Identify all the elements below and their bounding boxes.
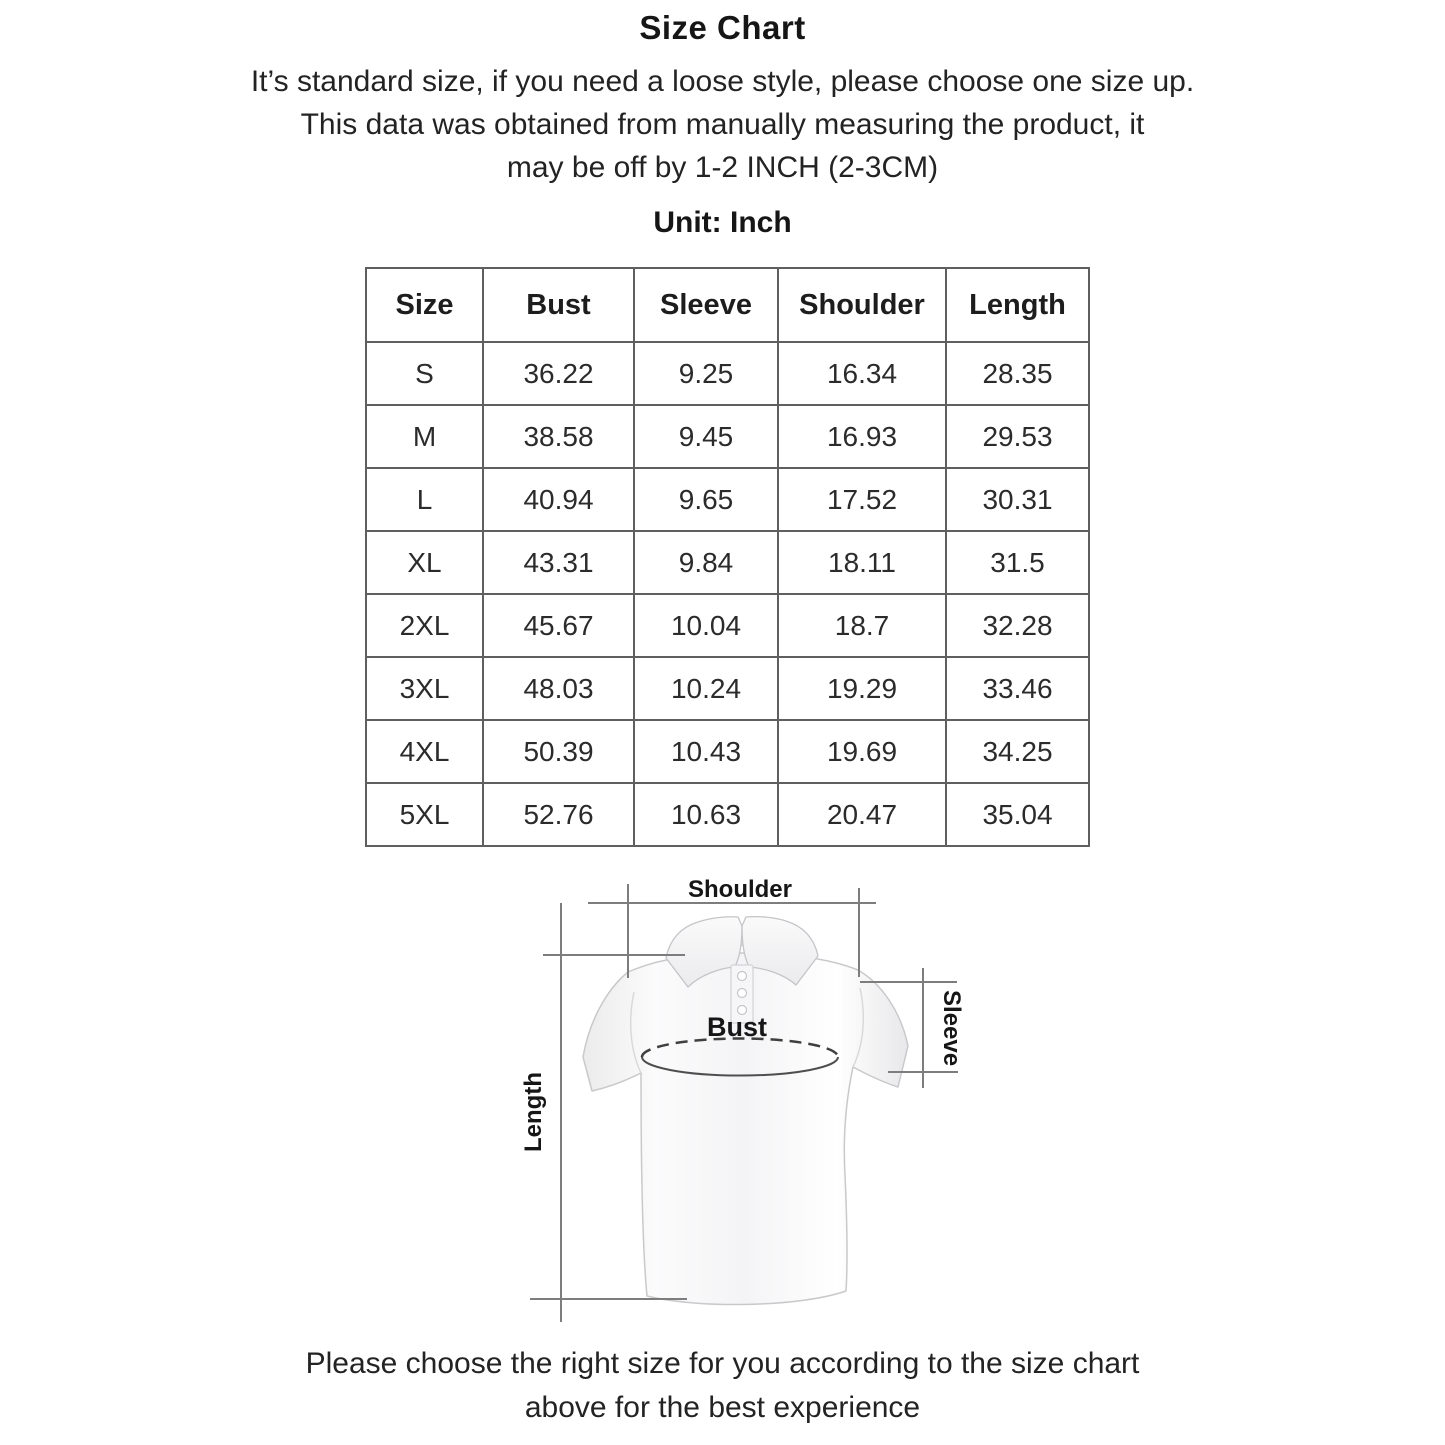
- table-row: [366, 720, 1089, 783]
- length-cell: 33.46: [946, 657, 1089, 720]
- table-row: [366, 468, 1089, 531]
- sleeve-cell: 9.25: [634, 342, 778, 405]
- button: [738, 972, 747, 981]
- size-cell: XL: [366, 531, 483, 594]
- sleeve-cell: 10.24: [634, 657, 778, 720]
- sleeve-cell: 9.45: [634, 405, 778, 468]
- intro-line: may be off by 1-2 INCH (2-3CM): [506, 151, 939, 184]
- size-cell: S: [366, 342, 483, 405]
- table-row: [366, 531, 1089, 594]
- intro-text: [0, 60, 1445, 189]
- size-cell: L: [366, 468, 483, 531]
- sleeve-cell: 9.84: [634, 531, 778, 594]
- table-row: [366, 594, 1089, 657]
- bust-cell: 45.67: [483, 594, 634, 657]
- intro-line: It’s standard size, if you need a loose style, please choose one size up.: [250, 65, 1195, 98]
- column-header-size: Size: [366, 268, 483, 342]
- length-cell: 35.04: [946, 783, 1089, 846]
- table-header-row: [366, 268, 1089, 342]
- bust-label: Bust: [707, 1012, 767, 1042]
- size-chart-table: [365, 267, 1090, 847]
- shirt-measurement-diagram: [0, 860, 1445, 1330]
- shoulder-label: Shoulder: [687, 876, 793, 903]
- sleeve-cell: 10.04: [634, 594, 778, 657]
- size-cell: 5XL: [366, 783, 483, 846]
- length-cell: 28.35: [946, 342, 1089, 405]
- page-title: Size Chart: [639, 9, 806, 46]
- bust-cell: 43.31: [483, 531, 634, 594]
- shoulder-cell: 20.47: [778, 783, 946, 846]
- size-cell: 2XL: [366, 594, 483, 657]
- footer-line: above for the best experience: [524, 1391, 921, 1424]
- bust-cell: 52.76: [483, 783, 634, 846]
- button: [738, 989, 747, 998]
- bust-cell: 40.94: [483, 468, 634, 531]
- shoulder-cell: 19.29: [778, 657, 946, 720]
- table-row: [366, 657, 1089, 720]
- column-header-sleeve: Sleeve: [634, 268, 778, 342]
- column-header-length: Length: [946, 268, 1089, 342]
- length-cell: 31.5: [946, 531, 1089, 594]
- length-cell: 34.25: [946, 720, 1089, 783]
- footer-text: [0, 1342, 1445, 1430]
- footer-line: Please choose the right size for you according to the size chart: [305, 1347, 1140, 1380]
- bust-cell: 36.22: [483, 342, 634, 405]
- table-row: [366, 342, 1089, 405]
- sleeve-cell: 10.63: [634, 783, 778, 846]
- size-cell: 3XL: [366, 657, 483, 720]
- column-header-shoulder: Shoulder: [778, 268, 946, 342]
- sleeve-cell: 10.43: [634, 720, 778, 783]
- table-row: [366, 783, 1089, 846]
- shoulder-cell: 18.11: [778, 531, 946, 594]
- length-cell: 30.31: [946, 468, 1089, 531]
- shoulder-cell: 16.93: [778, 405, 946, 468]
- column-header-bust: Bust: [483, 268, 634, 342]
- unit-label: Unit: Inch: [653, 206, 792, 239]
- bust-cell: 38.58: [483, 405, 634, 468]
- shoulder-cell: 17.52: [778, 468, 946, 531]
- size-cell: M: [366, 405, 483, 468]
- intro-line: This data was obtained from manually measuring the product, it: [300, 108, 1145, 141]
- bust-cell: 48.03: [483, 657, 634, 720]
- bust-cell: 50.39: [483, 720, 634, 783]
- size-cell: 4XL: [366, 720, 483, 783]
- length-cell: 32.28: [946, 594, 1089, 657]
- shoulder-cell: 16.34: [778, 342, 946, 405]
- length-label: Length: [520, 1072, 547, 1152]
- sleeve-label: Sleeve: [938, 989, 965, 1067]
- length-cell: 29.53: [946, 405, 1089, 468]
- sleeve-cell: 9.65: [634, 468, 778, 531]
- table-row: [366, 405, 1089, 468]
- shoulder-cell: 19.69: [778, 720, 946, 783]
- shoulder-cell: 18.7: [778, 594, 946, 657]
